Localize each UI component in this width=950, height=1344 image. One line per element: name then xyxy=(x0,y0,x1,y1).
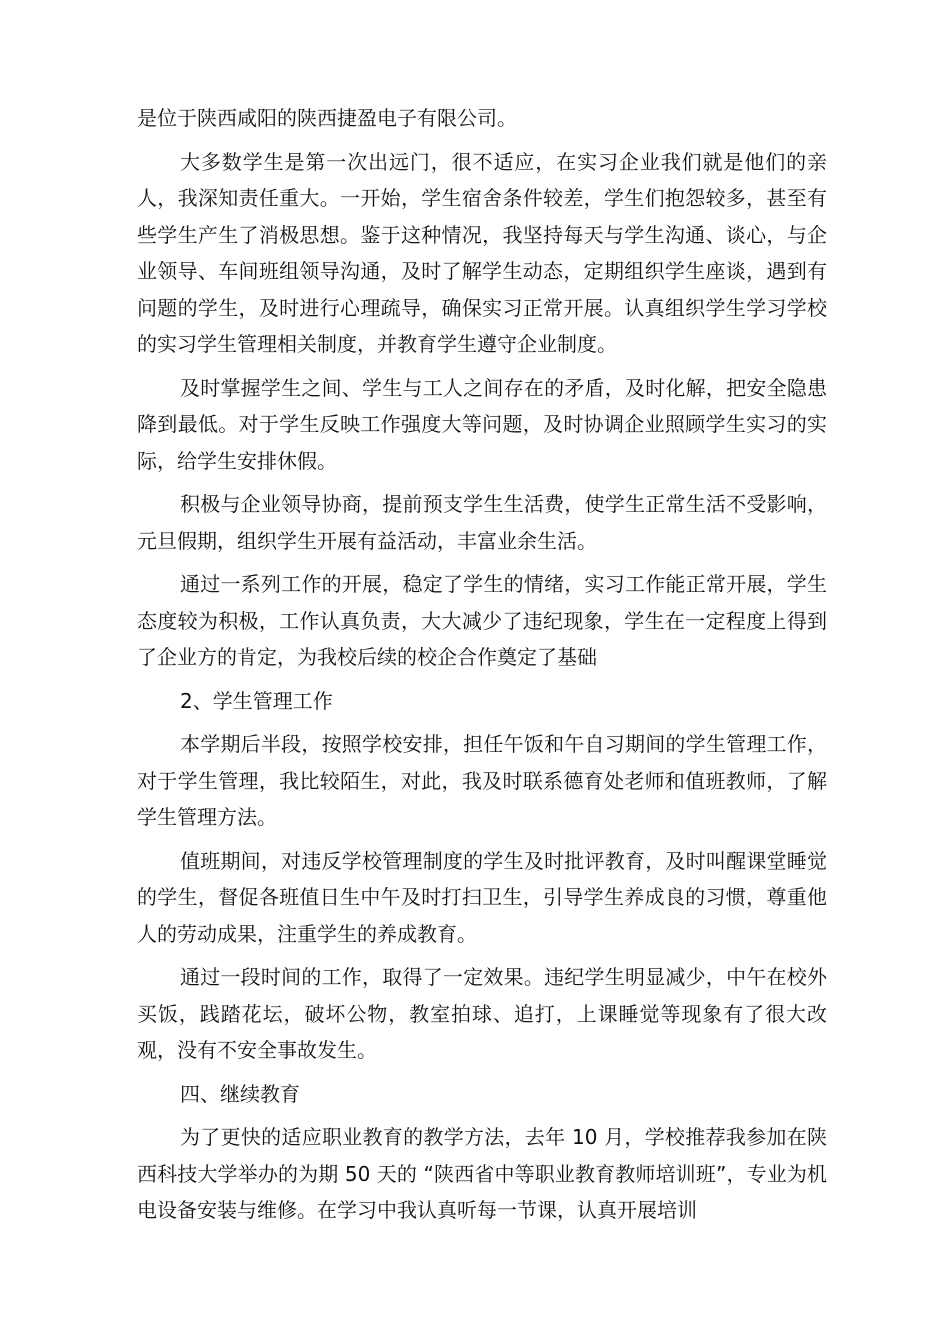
paragraph-training: 为了更快的适应职业教育的教学方法，去年 10 月，学校推荐我参加在陕西科技大学举办的为期 50 天的 “陕西省中等职业教育教师培训班”，专业为机电设备安装与维修。在学习中我认真听每一节课，认真开展培训 xyxy=(137,1125,827,1222)
paragraph-living-expenses: 积极与企业领导协商，提前预支学生生活费，使学生正常生活不受影响，元旦假期，组织学生开展有益活动，丰富业余生活。 xyxy=(137,492,827,553)
paragraph-management-results: 通过一段时间的工作，取得了一定效果。违纪学生明显减少，中午在校外买饭，践踏花坛，破坏公物，教室拍球、追打，上课睡觉等现象有了很大改观，没有不安全事故发生。 xyxy=(137,965,827,1062)
paragraph-students-adaptation: 大多数学生是第一次出远门，很不适应，在实习企业我们就是他们的亲人，我深知责任重大。一开始，学生宿舍条件较差，学生们抱怨较多，甚至有些学生产生了消极思想。鉴于这种情况，我坚持每天与学生沟通、谈心，与企业领导、车间班组领导沟通，及时了解学生动态，定期组织学生座谈，遇到有问题的学生，及时进行心理疏导，确保实习正常开展。认真组织学生学习学校的实习学生管理相关制度，并教育学生遵守企业制度。 xyxy=(137,149,827,356)
paragraph-management-duty: 本学期后半段，按照学校安排，担任午饭和午自习期间的学生管理工作，对于学生管理，我比较陌生，对此，我及时联系德育处老师和值班教师，了解学生管理方法。 xyxy=(137,732,827,829)
document-body xyxy=(137,100,827,1236)
paragraph-results: 通过一系列工作的开展，稳定了学生的情绪，实习工作能正常开展，学生态度较为积极，工作认真负责，大大减少了违纪现象，学生在一定程度上得到了企业方的肯定，为我校后续的校企合作奠定了基础 xyxy=(137,572,827,669)
section-heading-continuing-education: 四、继续教育 xyxy=(180,1081,300,1106)
paragraph-conflict-resolution: 及时掌握学生之间、学生与工人之间存在的矛盾，及时化解，把安全隐患降到最低。对于学生反映工作强度大等问题，及时协调企业照顾学生实习的实际，给学生安排休假。 xyxy=(137,375,827,473)
section-heading-student-management: 2、学生管理工作 xyxy=(180,688,333,713)
paragraph-duty-period: 值班期间，对违反学校管理制度的学生及时批评教育，及时叫醒课堂睡觉的学生，督促各班值日生中午及时打扫卫生，引导学生养成良的习惯，尊重他人的劳动成果，注重学生的养成教育。 xyxy=(137,848,827,946)
paragraph-continuation: 是位于陕西咸阳的陕西捷盈电子有限公司。 xyxy=(137,106,517,130)
